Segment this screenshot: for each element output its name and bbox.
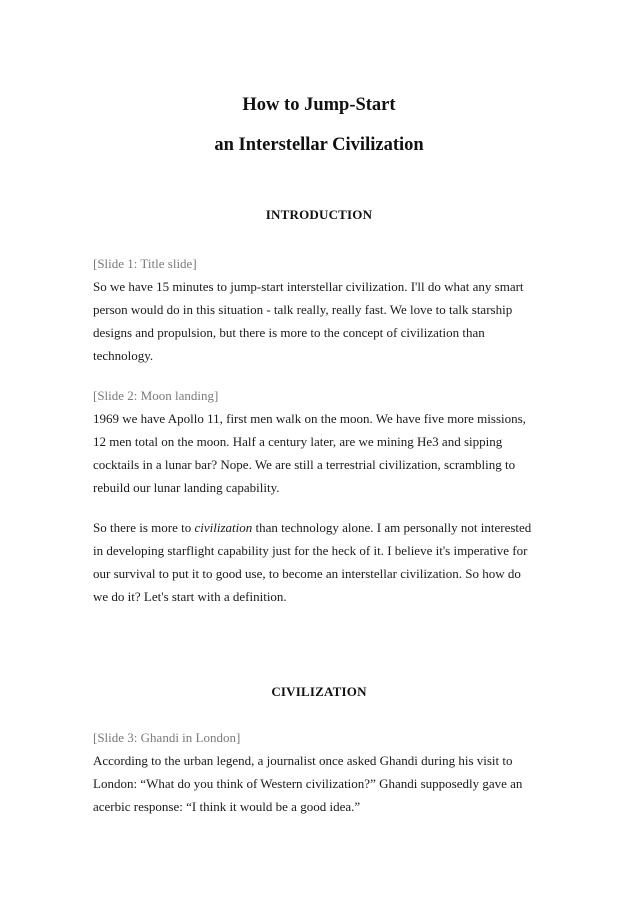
paragraph-line: 1969 we have Apollo 11, first men walk on the moon. We have five more missions,	[93, 411, 526, 426]
paragraph-line: 12 men total on the moon. Half a century later, are we mining He3 and sipping	[93, 434, 503, 449]
slide-note: [Slide 1: Title slide]	[93, 256, 197, 271]
paragraph-line	[93, 516, 553, 539]
paragraph-line: acerbic response: “I think it would be a good idea.”	[93, 799, 361, 814]
paragraph-line: rebuild our lunar landing capability.	[93, 480, 280, 495]
paragraph-line: our survival to put it to good use, to become an interstellar civilization. So how do	[93, 566, 521, 581]
emphasized-word: civilization	[194, 520, 253, 535]
text-run: So there is more to	[93, 520, 195, 535]
paragraph-line: According to the urban legend, a journalist once asked Ghandi during his visit to	[93, 753, 513, 768]
paragraph-line: person would do in this situation - talk really, really fast. We love to talk starship	[93, 302, 513, 317]
paragraph-slide-1	[93, 252, 553, 367]
paragraph-line: London: “What do you think of Western civilization?” Ghandi supposedly gave an	[93, 776, 523, 791]
text-run: than technology alone. I am personally not interested	[252, 520, 532, 535]
paragraph-line: So we have 15 minutes to jump-start interstellar civilization. I'll do what any smart	[93, 279, 524, 294]
paragraph-line: technology.	[93, 348, 154, 363]
paragraph-slide-2	[93, 384, 553, 499]
slide-note: [Slide 2: Moon landing]	[93, 388, 219, 403]
section-heading-introduction: INTRODUCTION	[265, 207, 373, 222]
document-title-line-2: an Interstellar Civilization	[214, 135, 424, 155]
paragraph-line: cocktails in a lunar bar? Nope. We are still a terrestrial civilization, scrambling to	[93, 457, 516, 472]
paragraph-line: we do it? Let's start with a definition.	[93, 589, 287, 604]
paragraph-civilization-definition	[93, 516, 553, 608]
paragraph-line: in developing starflight capability just for the heck of it. I believe it's imperative for	[93, 543, 528, 558]
section-heading-civilization: CIVILIZATION	[271, 684, 367, 699]
slide-note: [Slide 3: Ghandi in London]	[93, 730, 241, 745]
document-title-line-1: How to Jump-Start	[242, 95, 396, 115]
paragraph-line: designs and propulsion, but there is more to the concept of civilization than	[93, 325, 485, 340]
paragraph-slide-3	[93, 726, 553, 818]
